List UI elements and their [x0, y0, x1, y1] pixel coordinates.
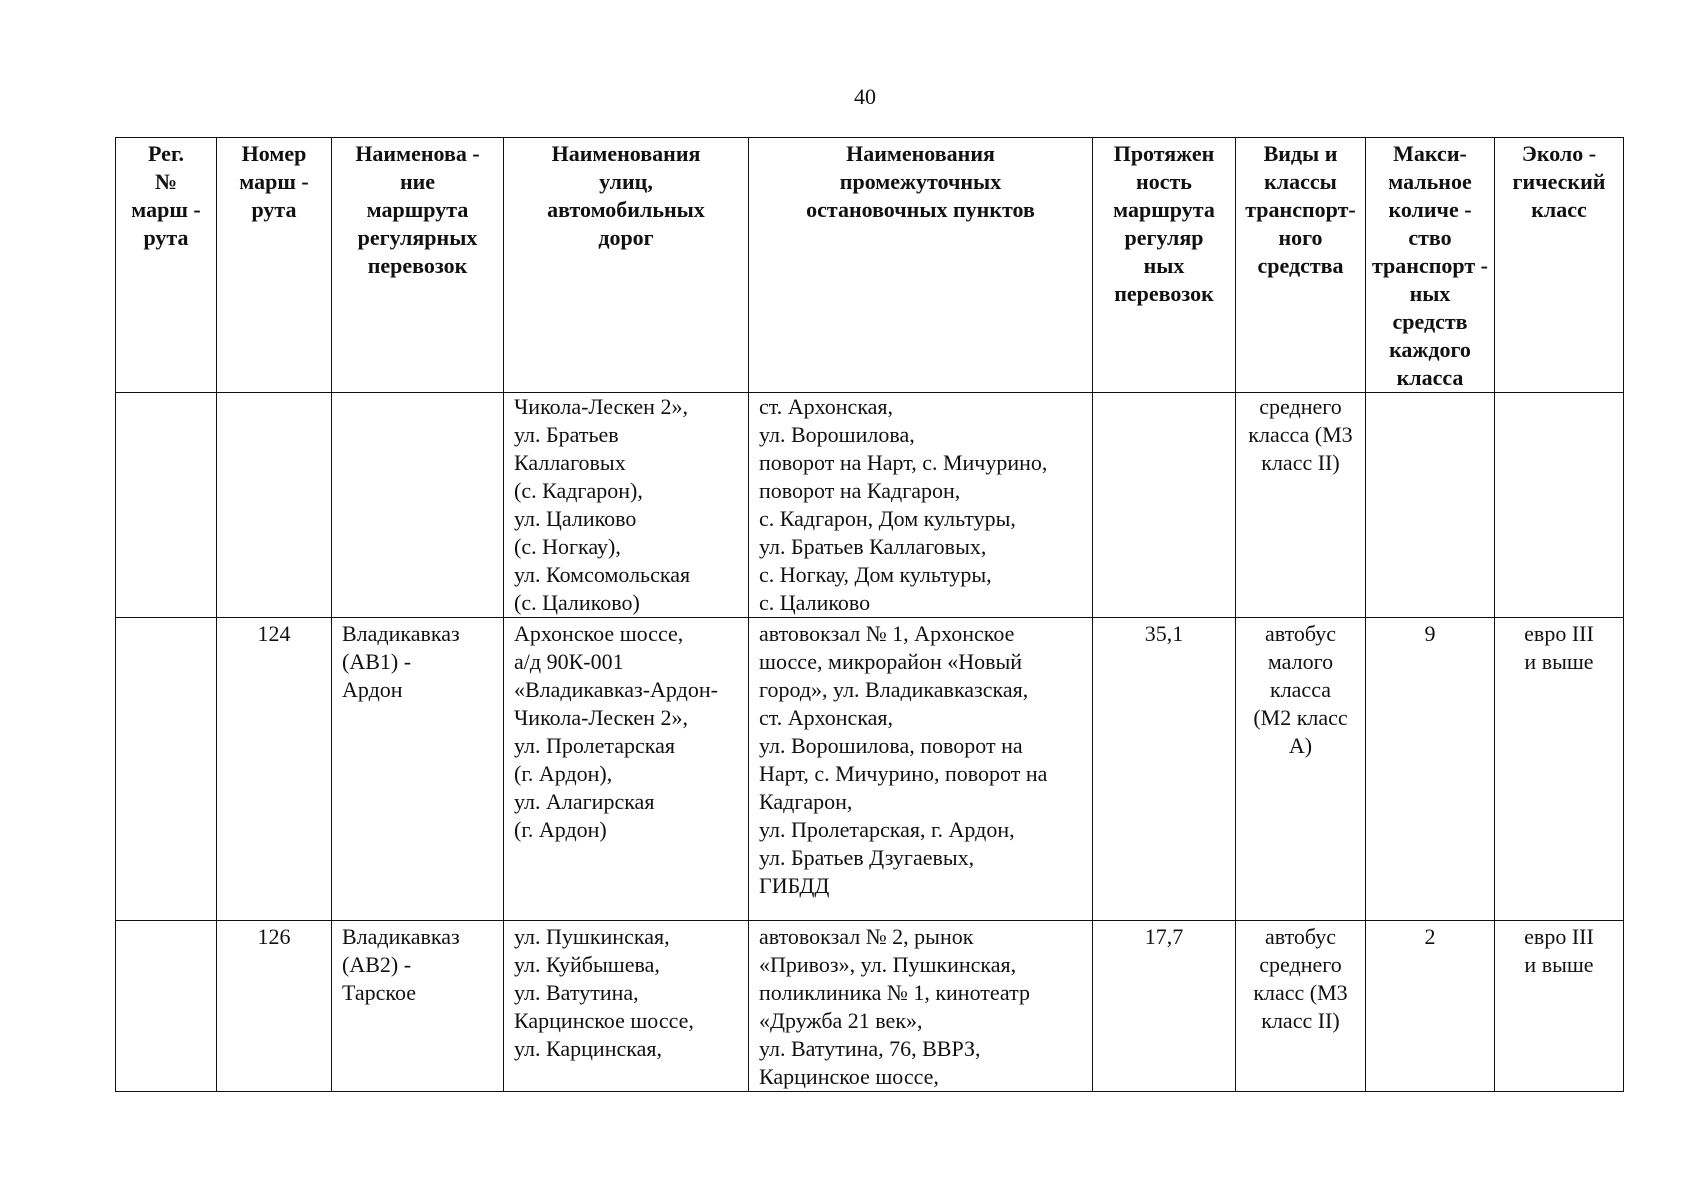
cell-line: № [154, 169, 178, 194]
table-header-row [116, 138, 1624, 393]
cell-line: Архонское шоссе, [514, 621, 684, 646]
cell-line: (с. Цаликово) [514, 590, 640, 615]
cell-number [217, 393, 332, 618]
cell-line: «Владикавказ-Ардон- [514, 677, 718, 702]
cell-line: «Привоз», ул. Пушкинская, [759, 952, 1017, 977]
cell-line: транспорт - [1371, 253, 1488, 278]
cell-line: (с. Кадгарон), [514, 478, 643, 503]
header-length [1093, 138, 1236, 393]
cell-line: (М2 класс [1253, 705, 1348, 730]
cell-line: дорог [598, 225, 654, 250]
cell-line: регулярных [357, 225, 478, 250]
cell-eco [1495, 618, 1624, 921]
cell-route-name [332, 393, 504, 618]
cell-line: Владикавказ [342, 621, 460, 646]
cell-line: среднего [1259, 952, 1342, 977]
cell-stops [749, 393, 1093, 618]
cell-stops [749, 618, 1093, 921]
cell-line: класса [1270, 677, 1331, 702]
cell-line: Эколо - [1521, 141, 1597, 166]
cell-line: Кадгарон, [759, 789, 853, 814]
header-reg-number [116, 138, 217, 393]
header-route-number [217, 138, 332, 393]
cell-line: остановочных пунктов [806, 197, 1035, 222]
cell-reg [116, 618, 217, 921]
cell-line: классы [1264, 169, 1337, 194]
cell-line: гический [1512, 169, 1606, 194]
cell-line: маршрута [1113, 197, 1215, 222]
cell-number [217, 618, 332, 921]
cell-line: поворот на Нарт, с. Мичурино, [759, 450, 1048, 475]
table-row [116, 921, 1624, 1092]
cell-line: ГИБДД [759, 873, 830, 898]
cell-length [1093, 618, 1236, 921]
cell-line: ных [1409, 281, 1451, 306]
cell-line: перевозок [1114, 281, 1214, 306]
header-stops [749, 138, 1093, 393]
cell-line: класс II) [1261, 450, 1340, 475]
cell-line: с. Цаликово [759, 590, 871, 615]
cell-line: ул. Братьев [514, 422, 619, 447]
cell-line: класса (М3 [1248, 422, 1353, 447]
cell-line: с. Ногкау, Дом культуры, [759, 562, 992, 587]
cell-line: «Дружба 21 век», [759, 1008, 923, 1033]
cell-line: перевозок [367, 253, 468, 278]
cell-line: Ардон [342, 677, 403, 702]
cell-line: (с. Ногкау), [514, 534, 621, 559]
header-max-count [1366, 138, 1495, 393]
cell-line: Наименова - [355, 141, 480, 166]
cell-line: транспорт- [1245, 197, 1356, 222]
cell-line: ного [1278, 225, 1323, 250]
cell-line: евро III [1524, 924, 1594, 949]
header-eco-class [1495, 138, 1624, 393]
cell-line: маршрута [366, 197, 469, 222]
page-number: 40 [854, 84, 876, 109]
cell-line: Владикавказ [342, 924, 460, 949]
cell-line: а/д 90К-001 [514, 649, 624, 674]
cell-line: евро III [1524, 621, 1594, 646]
table-row [116, 393, 1624, 618]
cell-eco [1495, 921, 1624, 1092]
cell-line: автобус [1264, 924, 1337, 949]
cell-line: и выше [1524, 952, 1594, 977]
cell-line: ул. Куйбышева, [514, 952, 660, 977]
cell-line: марш - [131, 197, 201, 222]
cell-line: 17,7 [1144, 924, 1184, 949]
cell-line: ул. Карцинская, [514, 1036, 662, 1061]
cell-line: ул. Пушкинская, [514, 924, 670, 949]
cell-eco [1495, 393, 1624, 618]
cell-line: Наименования [551, 141, 701, 166]
cell-line: Макси- [1393, 141, 1467, 166]
cell-line: средств [1392, 309, 1468, 334]
cell-line: ул. Братьев Дзугаевых, [759, 845, 975, 870]
cell-streets [504, 921, 749, 1092]
cell-line: Каллаговых [514, 450, 626, 475]
cell-vehicle [1236, 618, 1366, 921]
cell-line: город», ул. Владикавказская, [759, 677, 1029, 702]
cell-route-name [332, 618, 504, 921]
cell-line: мальное [1388, 169, 1472, 194]
header-route-name [332, 138, 504, 393]
cell-line: ул. Пролетарская, г. Ардон, [759, 817, 1015, 842]
cell-line: класс II) [1261, 1008, 1340, 1033]
cell-line: ст. Архонская, [759, 705, 894, 730]
cell-line: Чикола-Лескен 2», [514, 705, 688, 730]
cell-line: автовокзал № 1, Архонское [759, 621, 1015, 646]
cell-line: ул. Ватутина, [514, 980, 639, 1005]
cell-line: ул. Алагирская [514, 789, 655, 814]
cell-line: Виды и [1263, 141, 1338, 166]
cell-route-name [332, 921, 504, 1092]
cell-line: А) [1288, 733, 1313, 758]
cell-line: ул. Ватутина, 76, ВВРЗ, [759, 1036, 981, 1061]
cell-reg [116, 393, 217, 618]
cell-line: класс (М3 [1253, 980, 1348, 1005]
cell-line: каждого [1389, 337, 1471, 362]
cell-line: 124 [257, 621, 291, 646]
cell-line: Чикола-Лескен 2», [514, 394, 688, 419]
cell-max-count [1366, 618, 1495, 921]
cell-line: 35,1 [1144, 621, 1184, 646]
cell-line: класс [1531, 197, 1587, 222]
cell-line: ных [1143, 253, 1185, 278]
cell-line: Номер [241, 141, 307, 166]
cell-vehicle [1236, 393, 1366, 618]
cell-line: автовокзал № 2, рынок [759, 924, 974, 949]
cell-line: рута [143, 225, 189, 250]
cell-vehicle [1236, 921, 1366, 1092]
cell-length [1093, 921, 1236, 1092]
cell-line: ул. Цаликово [514, 506, 637, 531]
routes-table [115, 137, 1624, 1092]
cell-stops [749, 921, 1093, 1092]
cell-line: с. Кадгарон, Дом культуры, [759, 506, 1016, 531]
cell-line: поворот на Кадгарон, [759, 478, 961, 503]
cell-line: ул. Комсомольская [514, 562, 691, 587]
cell-line: 9 [1424, 621, 1436, 646]
cell-line: Тарское [342, 980, 417, 1005]
cell-line: ул. Ворошилова, [759, 422, 915, 447]
cell-line: ст. Архонская, [759, 394, 894, 419]
cell-line: Протяжен [1113, 141, 1215, 166]
cell-line: поликлиника № 1, кинотеатр [759, 980, 1031, 1005]
cell-line: 126 [257, 924, 291, 949]
cell-line: Карцинское шоссе, [759, 1064, 939, 1089]
cell-max-count [1366, 393, 1495, 618]
cell-line: Рег. [148, 141, 184, 166]
cell-line: и выше [1524, 649, 1594, 674]
cell-length [1093, 393, 1236, 618]
cell-number [217, 921, 332, 1092]
cell-line: класса [1396, 365, 1464, 390]
cell-line: промежуточных [839, 169, 1002, 194]
cell-line: малого [1267, 649, 1334, 674]
cell-line: (АВ1) - [342, 649, 412, 674]
cell-line: регуляр [1124, 225, 1204, 250]
cell-line: улиц, [599, 169, 653, 194]
cell-reg [116, 921, 217, 1092]
cell-streets [504, 393, 749, 618]
cell-line: ство [1408, 225, 1452, 250]
cell-line: 2 [1424, 924, 1436, 949]
cell-line: (АВ2) - [342, 952, 412, 977]
cell-streets [504, 618, 749, 921]
cell-line: марш - [239, 169, 309, 194]
cell-line: Нарт, с. Мичурино, поворот на [759, 761, 1048, 786]
cell-line: ние [399, 169, 436, 194]
header-vehicle-class [1236, 138, 1366, 393]
cell-line: шоссе, микрорайон «Новый [759, 649, 1023, 674]
cell-max-count [1366, 921, 1495, 1092]
cell-line: ул. Ворошилова, поворот на [759, 733, 1023, 758]
cell-line: ность [1136, 169, 1192, 194]
cell-line: Наименования [846, 141, 995, 166]
cell-line: (г. Ардон), [514, 761, 613, 786]
cell-line: средства [1257, 253, 1344, 278]
cell-line: (г. Ардон) [514, 817, 607, 842]
header-streets [504, 138, 749, 393]
cell-line: автобус [1264, 621, 1337, 646]
table-row [116, 618, 1624, 921]
cell-line: Карцинское шоссе, [514, 1008, 694, 1033]
cell-line: ул. Братьев Каллаговых, [759, 534, 987, 559]
cell-line: автомобильных [547, 197, 705, 222]
cell-line: ул. Пролетарская [514, 733, 676, 758]
cell-line: среднего [1259, 394, 1342, 419]
cell-line: рута [251, 197, 297, 222]
cell-line: количе - [1388, 197, 1472, 222]
